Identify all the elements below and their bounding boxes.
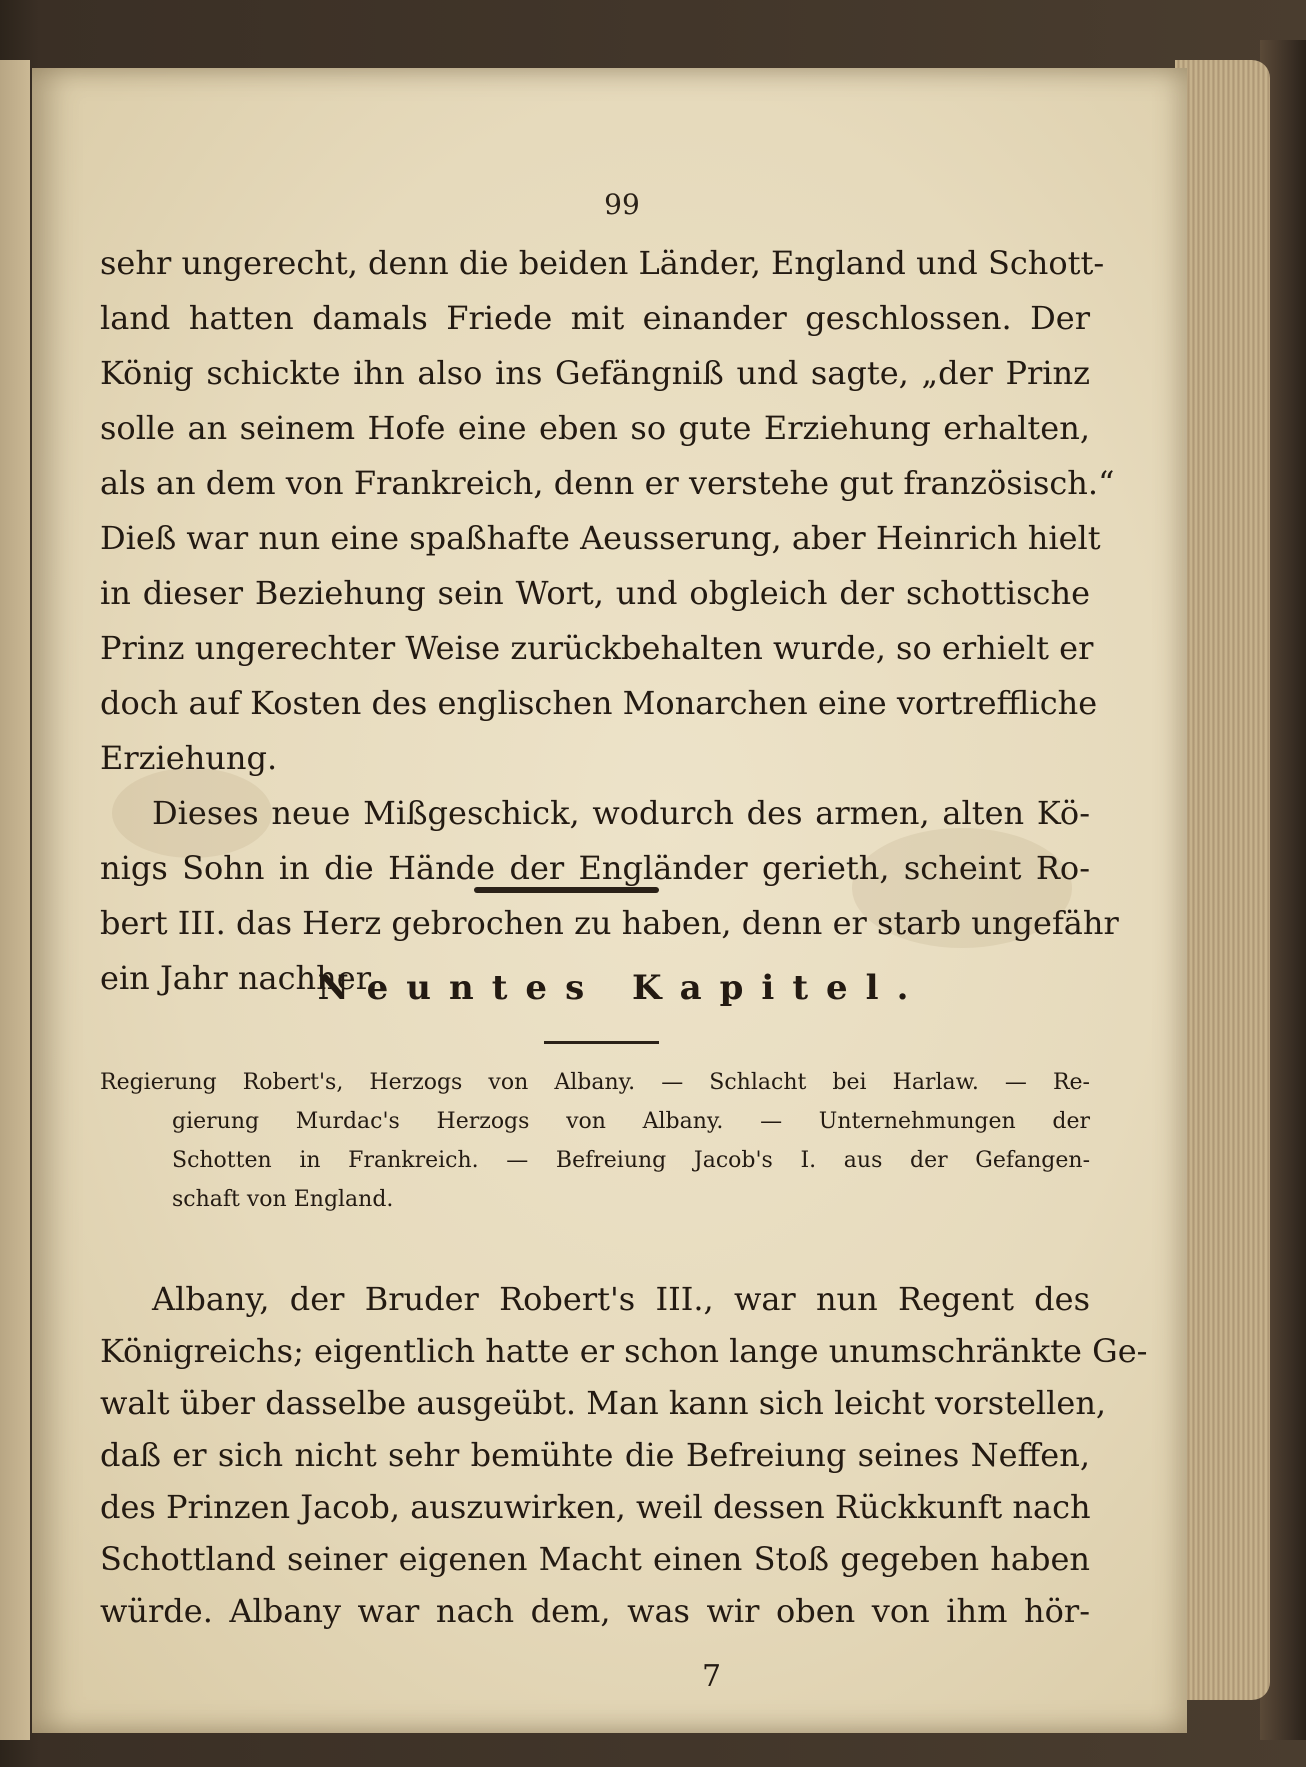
summary-line: Regierung Robert's, Herzogs von Albany. — Schlacht bei Harlaw. — Re- [100,1070,1090,1095]
printer-signature-mark: 7 [702,1659,722,1694]
summary-line: schaft von England. [172,1187,394,1212]
text-line: als an dem von Frankreich, denn er verstehe gut französisch.“ [100,464,1115,502]
text-line: nigs Sohn in die Hände der Engländer gerieth, scheint Ro- [100,849,1090,887]
text-line: Dieses neue Mißgeschick, wodurch des armen, alten Kö- [152,794,1090,832]
text-line: daß er sich nicht sehr bemühte die Befreiung seines Neffen, [100,1436,1090,1474]
text-line: Erziehung. [100,739,278,777]
text-line: walt über dasselbe ausgeübt. Man kann sich leicht vorstellen, [100,1384,1107,1422]
text-line: würde. Albany war nach dem, was wir oben von ihm hör- [100,1592,1090,1630]
chapter-summary [100,1063,1090,1219]
text-line: doch auf Kosten des englischen Monarchen eine vortreffliche [100,684,1098,722]
text-line: Schottland seiner eigenen Macht einen Stoß gegeben haben [100,1540,1090,1578]
text-line: Dieß war nun eine spaßhafte Aeusserung, aber Heinrich hielt [100,519,1101,557]
text-line: land hatten damals Friede mit einander geschlossen. Der [100,299,1090,337]
text-line: ein Jahr nachher. [100,959,378,997]
text-line: in dieser Beziehung sein Wort, und obgleich der schottische [100,574,1090,612]
page-number: 99 [604,188,640,221]
text-line: bert III. das Herz gebrochen zu haben, denn er starb ungefähr [100,904,1119,942]
text-line: sehr ungerecht, denn die beiden Länder, England und Schott- [100,244,1105,282]
page-stack-edge [1175,60,1270,1700]
section-divider [474,887,659,893]
text-line: Prinz ungerechter Weise zurückbehalten wurde, so erhielt er [100,629,1094,667]
book-page [32,68,1187,1733]
left-page-edge [0,60,30,1740]
chapter-rule [544,1041,659,1044]
summary-line: Schotten in Frankreich. — Befreiung Jacob's I. aus der Gefangen- [172,1148,1090,1173]
chapter-title: Neuntes Kapitel. [317,968,927,1008]
text-line: Albany, der Bruder Robert's III., war nun Regent des [152,1280,1090,1318]
text-line: Königreichs; eigentlich hatte er schon lange unumschränkte Ge- [100,1332,1148,1370]
text-line: König schickte ihn also ins Gefängniß und sagte, „der Prinz [100,354,1090,392]
text-line: solle an seinem Hofe eine eben so gute Erziehung erhalten, [100,409,1090,447]
chapter-body [100,1273,1148,1637]
text-line: des Prinzen Jacob, auszuwirken, weil dessen Rückkunft nach [100,1488,1091,1526]
summary-line: gierung Murdac's Herzogs von Albany. — Unternehmungen der [172,1109,1090,1134]
